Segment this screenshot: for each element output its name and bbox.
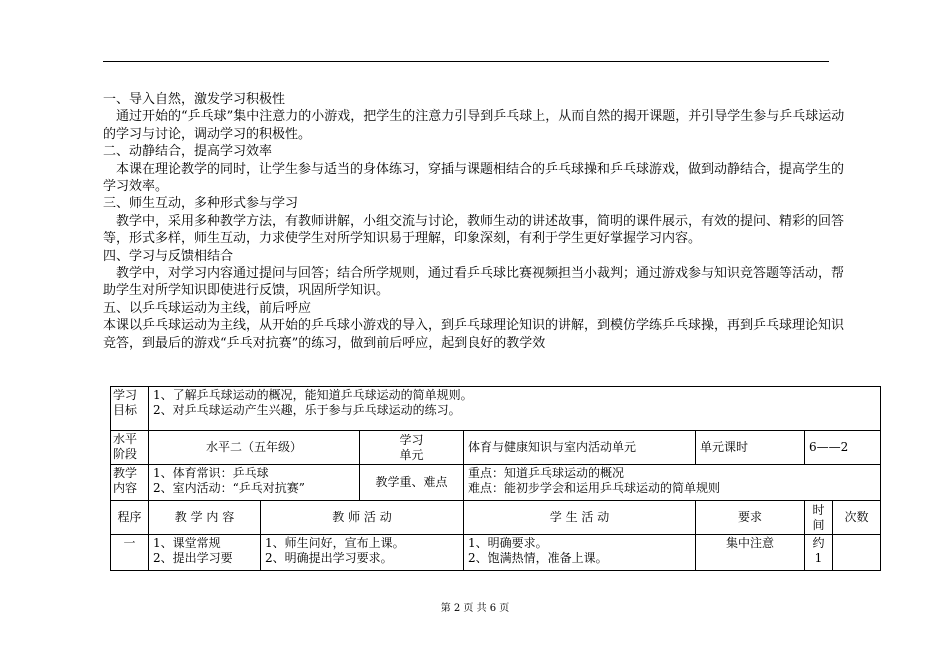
key-label: 教学重、难点 <box>360 465 464 501</box>
row-time <box>805 535 833 571</box>
row-teacher-line: 1、师生问好，宣布上课。 <box>265 536 405 550</box>
content-item: 1、体育常识：乒乓球 <box>153 466 269 480</box>
level-label-line: 阶段 <box>113 447 138 461</box>
header-content: 教 学 内 容 <box>149 501 261 535</box>
row-teacher <box>261 535 464 571</box>
header-time <box>805 501 833 535</box>
level-label-line: 水平 <box>113 432 138 446</box>
goals-label-line: 学习 <box>113 388 138 402</box>
hours-value: 6——2 <box>805 431 881 465</box>
section-heading: 二、动静结合，提高学习效率 <box>103 144 273 160</box>
unit-label-line: 单元 <box>399 447 424 462</box>
section-heading: 四、学习与反馈相结合 <box>103 248 234 264</box>
section-paragraph: 本课在理论教学的同时，让学生参与适当的身体练习，穿插与课题相结合的乒乓球操和乒乓球游戏，做到动静结合，提高学生的学习效率。 <box>103 161 845 195</box>
section-heading: 一、导入自然，激发学习积极性 <box>103 92 286 107</box>
row-student-line: 1、明确要求。 <box>468 536 548 550</box>
row-student-line: 2、饱满热情，准备上课。 <box>468 551 608 565</box>
key-point: 重点：知道乒乓球运动的概况 <box>468 466 625 480</box>
level-label <box>111 431 149 465</box>
section-heading: 五、以乒乓球运动为主线，前后呼应 <box>103 300 312 316</box>
header-student: 学 生 活 动 <box>464 501 696 535</box>
header-requirement: 要求 <box>696 501 805 535</box>
content-items <box>149 465 360 501</box>
goal-item: 1、了解乒乓球运动的概况，能知道乒乓球运动的简单规则。 <box>153 388 473 402</box>
header-row <box>111 501 881 535</box>
header-time-line: 间 <box>812 517 825 532</box>
header-rule <box>103 61 829 62</box>
unit-value: 体育与健康知识与室内活动单元 <box>464 431 696 465</box>
table-row <box>111 535 881 571</box>
content-label-line: 教学 <box>113 466 138 480</box>
lesson-plan-table <box>110 386 881 571</box>
goals-label <box>111 387 149 431</box>
row-time-line: 约 <box>812 536 825 550</box>
page-footer: 第 2 页 共 6 页 <box>440 603 510 614</box>
section-paragraph: 本课以乒乓球运动为主线，从开始的乒乓球小游戏的导入，到乒乓球理论知识的讲解，到模仿学练乒乓球操，再到乒乓球理论知识竞答，到最后的游戏“乒乓对抗赛”的练习，做到前后呼应，起到良好的教学效 <box>103 318 845 351</box>
row-teacher-line: 2、明确提出学习要求。 <box>265 551 393 565</box>
row-step: 一 <box>111 535 149 571</box>
row-time-line: 1 <box>814 551 823 565</box>
section-paragraph: 教学中，对学习内容通过提问与回答；结合所学规则，通过看乒乓球比赛视频担当小裁判；通过游戏参与知识竞答题等活动，帮助学生对所学知识即使进行反馈，巩固所学知识。 <box>103 266 845 299</box>
section-paragraph: 教学中，采用多种教学方法，有教师讲解，小组交流与讨论，教师生动的讲述故事，简明的课件展示，有效的提问、精彩的回答等，形式多样，师生互动，力求使学生对所学知识易于理解，印象深刻，有利于学生更好掌握学习内容。 <box>103 213 845 247</box>
goal-item: 2、对乒乓球运动产生兴趣，乐于参与乒乓球运动的练习。 <box>153 403 461 417</box>
header-count: 次数 <box>833 501 881 535</box>
content-item: 2、室内活动：“乒乓对抗赛” <box>153 481 305 495</box>
unit-label-line: 学习 <box>399 432 424 447</box>
key-points <box>464 465 881 501</box>
content-label-line: 内容 <box>113 481 138 495</box>
section-paragraph: 通过开始的“乒乓球”集中注意力的小游戏，把学生的注意力引导到乒乓球上，从而自然的揭开课题，并引导学生参与乒乓球运动的学习与讨论，调动学习的积极性。 <box>103 109 845 142</box>
key-point: 难点：能初步学会和运用乒乓球运动的简单规则 <box>468 481 721 495</box>
row-requirement: 集中注意 <box>696 535 805 571</box>
document-body <box>103 91 849 352</box>
header-time-line: 时 <box>812 502 825 517</box>
unit-label <box>360 431 464 465</box>
level-row <box>111 431 881 465</box>
hours-label: 单元课时 <box>696 431 805 465</box>
content-label <box>111 465 149 501</box>
row-student <box>464 535 696 571</box>
row-content-line: 1、课堂常规 <box>153 536 221 550</box>
goals-row <box>111 387 881 431</box>
row-count <box>833 535 881 571</box>
header-teacher: 教 师 活 动 <box>261 501 464 535</box>
goals-label-line: 目标 <box>113 403 138 417</box>
level-value: 水平二（五年级） <box>149 431 360 465</box>
row-content-line: 2、提出学习要 <box>153 551 233 565</box>
content-row <box>111 465 881 501</box>
goals-content <box>149 387 881 431</box>
section-heading: 三、师生互动，多种形式参与学习 <box>103 196 299 212</box>
row-content <box>149 535 261 571</box>
header-step: 程序 <box>111 501 149 535</box>
